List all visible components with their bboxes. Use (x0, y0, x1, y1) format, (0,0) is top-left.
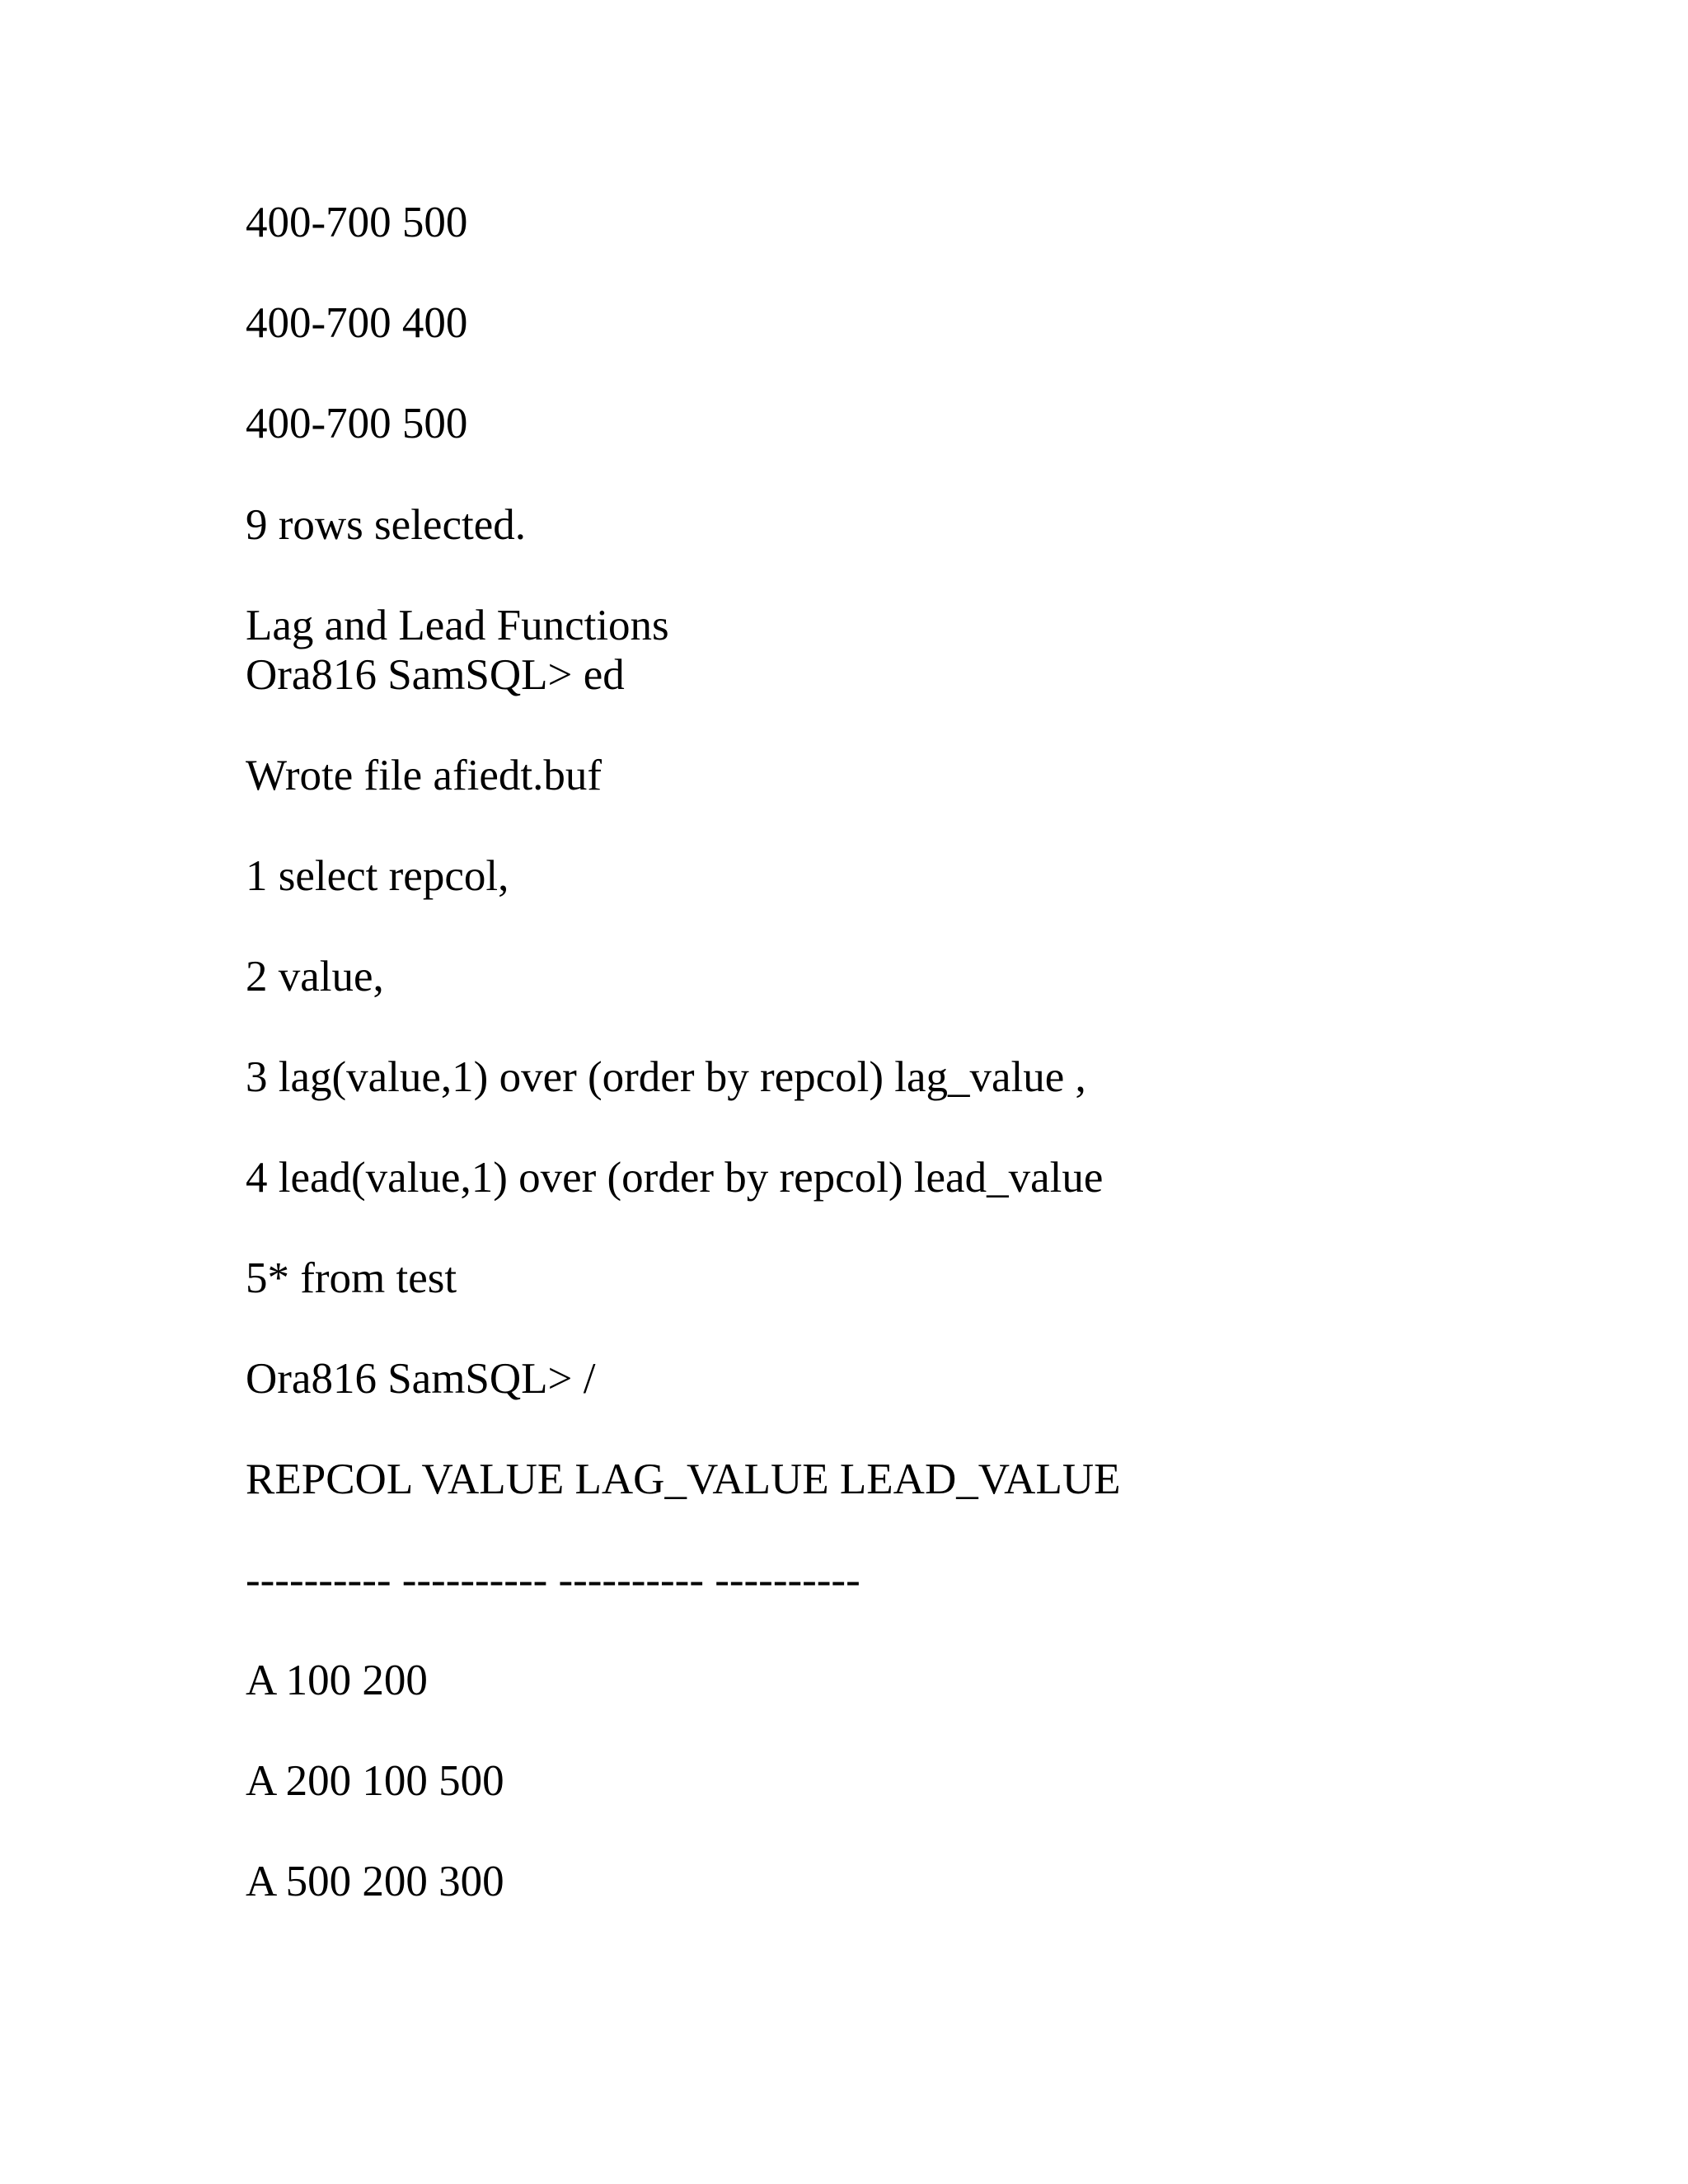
query-line-3: 3 lag(value,1) over (order by repcol) lag_value , (246, 1053, 1086, 1101)
query-line-4: 4 lead(value,1) over (order by repcol) lead_value (246, 1154, 1104, 1202)
sql-prompt-run: Ora816 SamSQL> / (246, 1355, 596, 1403)
sql-prompt-ed: Ora816 SamSQL> ed (246, 651, 625, 699)
result-row-400-700-500-a: 400-700 500 (246, 199, 468, 246)
query-line-2: 2 value, (246, 953, 384, 1001)
rows-selected-message: 9 rows selected. (246, 501, 526, 549)
section-heading: Lag and Lead Functions (246, 602, 669, 649)
result-row-400-700-500-b: 400-700 500 (246, 400, 468, 448)
result-header: REPCOL VALUE LAG_VALUE LEAD_VALUE (246, 1455, 1121, 1503)
result-row-400-700-400: 400-700 400 (246, 299, 468, 347)
result-separator: ---------- ---------- ---------- ---------- (246, 1556, 860, 1604)
result-row-a-100: A 100 200 (246, 1657, 428, 1704)
query-line-1: 1 select repcol, (246, 852, 509, 900)
wrote-file-message: Wrote file afiedt.buf (246, 752, 602, 799)
result-row-a-200: A 200 100 500 (246, 1757, 504, 1805)
result-row-a-500: A 500 200 300 (246, 1858, 504, 1905)
query-line-5: 5* from test (246, 1254, 457, 1302)
